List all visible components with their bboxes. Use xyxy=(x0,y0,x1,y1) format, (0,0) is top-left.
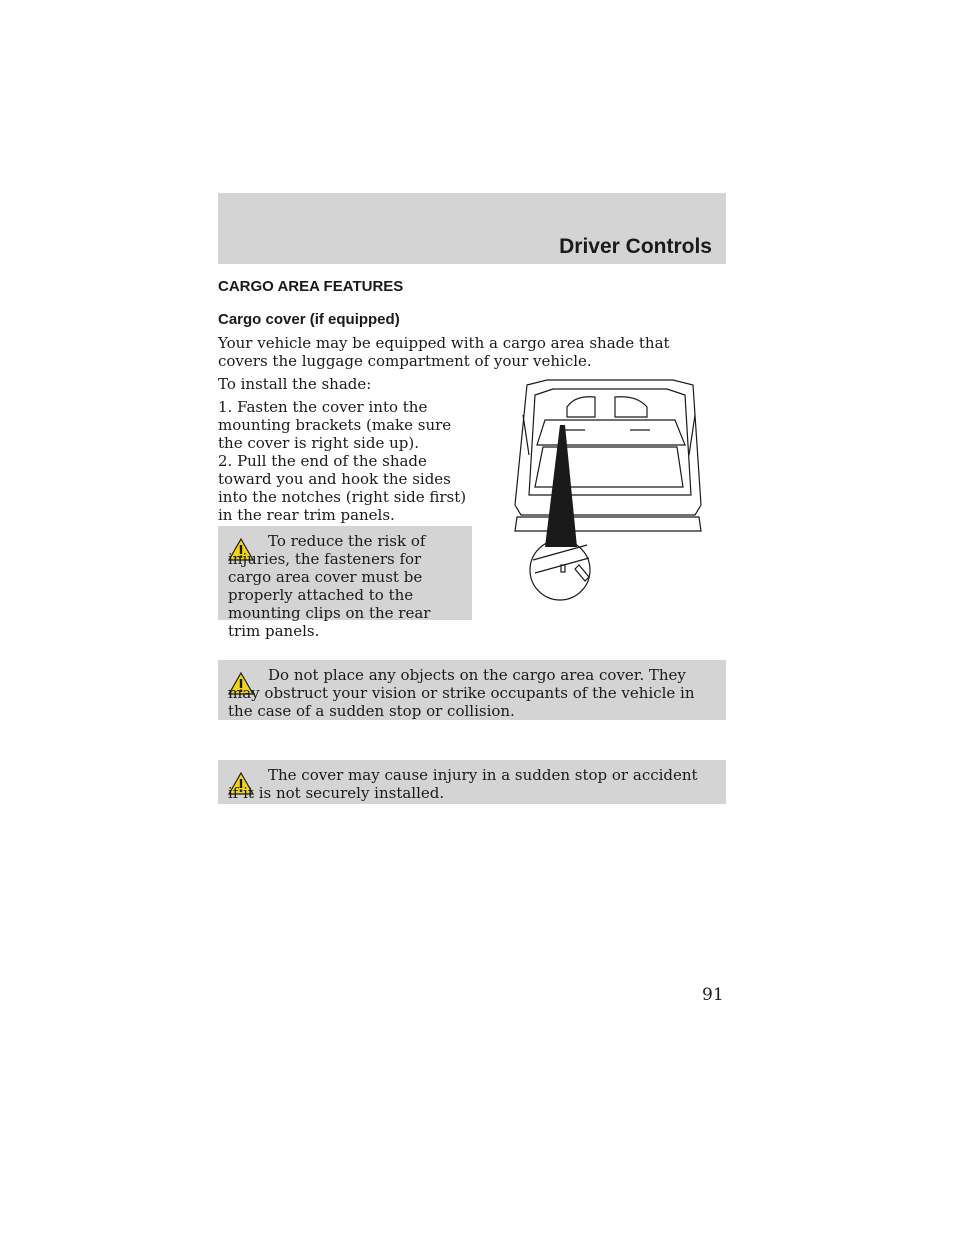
subsection-title: Cargo cover (if equipped) xyxy=(218,311,400,328)
intro-paragraph: Your vehicle may be equipped with a cargo area shade that covers the luggage compartment of your vehicle. xyxy=(218,334,670,370)
warning-text-3: The cover may cause injury in a sudden stop or accident if it is not securely installed. xyxy=(228,766,698,802)
cargo-cover-illustration xyxy=(505,355,705,605)
warning-text-1: To reduce the risk of injuries, the fasteners for cargo area cover must be properly attached to the mounting clips on the rear trim panels. xyxy=(228,532,431,640)
warning-text-2: Do not place any objects on the cargo area cover. They may obstruct your vision or strike occupants of the vehicle in the case of a sudden stop or collision. xyxy=(228,666,695,720)
header-band xyxy=(218,193,726,264)
step-1: 1. Fasten the cover into the mounting brackets (make sure the cover is right side up). xyxy=(218,398,452,452)
warning-box-1 xyxy=(218,526,472,640)
warning-box-2 xyxy=(218,660,726,720)
step-2: 2. Pull the end of the shade toward you and hook the sides into the notches (right side first) in the rear trim panels. xyxy=(218,452,467,524)
section-title: CARGO AREA FEATURES xyxy=(218,278,404,295)
section-header-title: Driver Controls xyxy=(559,235,712,258)
warning-box-3 xyxy=(218,760,726,804)
install-heading: To install the shade: xyxy=(218,375,372,393)
page-number: 91 xyxy=(702,985,724,1005)
